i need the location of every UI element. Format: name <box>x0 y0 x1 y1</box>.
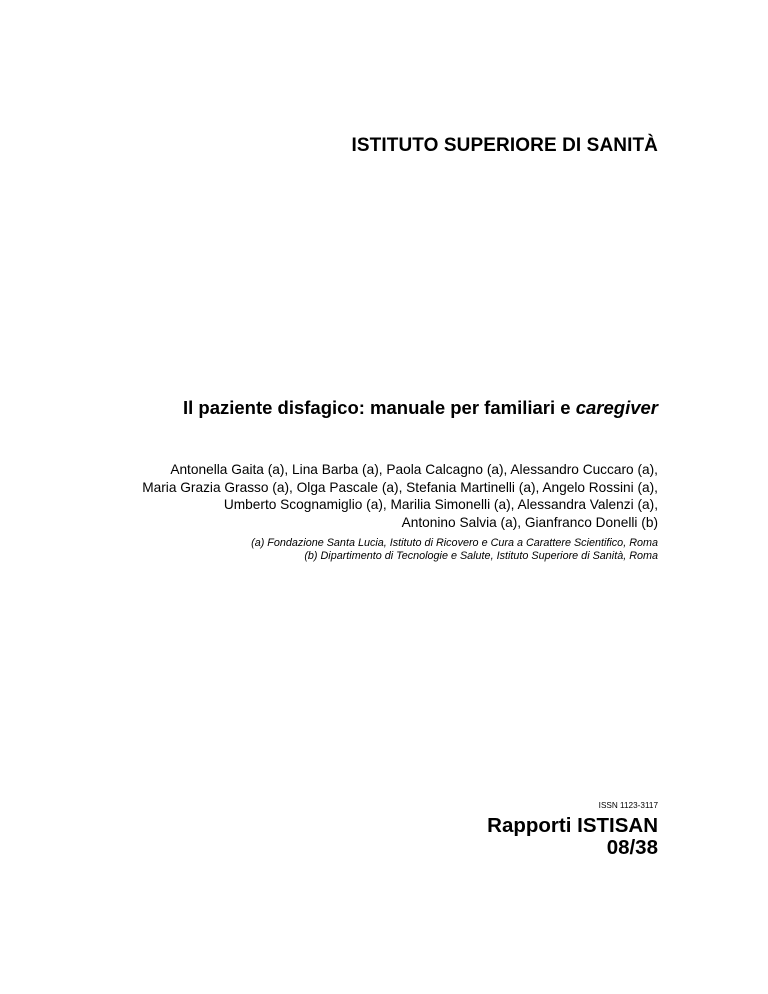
series-name: Rapporti ISTISAN <box>487 814 658 837</box>
series-number: 08/38 <box>606 836 658 859</box>
author-line: Maria Grazia Grasso (a), Olga Pascale (a), Stefania Martinelli (a), Angelo Rossini (a), <box>142 479 658 495</box>
title-italic: caregiver <box>575 397 658 418</box>
author-list <box>142 461 658 531</box>
author-line: Antonino Salvia (a), Gianfranco Donelli (b) <box>401 514 658 530</box>
author-line: Antonella Gaita (a), Lina Barba (a), Paola Calcagno (a), Alessandro Cuccaro (a), <box>170 462 658 477</box>
title-main: Il paziente disfagico: manuale per familiari e <box>182 397 576 418</box>
affiliation-list <box>251 537 658 563</box>
series-block <box>487 815 658 859</box>
affiliation-line: (a) Fondazione Santa Lucia, Istituto di Ricovero e Cura a Carattere Scientifico, Roma <box>251 537 658 549</box>
issn-number: ISSN 1123-3117 <box>598 801 658 810</box>
institute-name: ISTITUTO SUPERIORE DI SANITÀ <box>351 135 658 156</box>
affiliation-line: (b) Dipartimento di Tecnologie e Salute, Istituto Superiore di Sanità, Roma <box>304 550 658 563</box>
document-title <box>183 397 658 419</box>
author-line: Umberto Scognamiglio (a), Marilia Simonelli (a), Alessandra Valenzi (a), <box>223 497 658 513</box>
